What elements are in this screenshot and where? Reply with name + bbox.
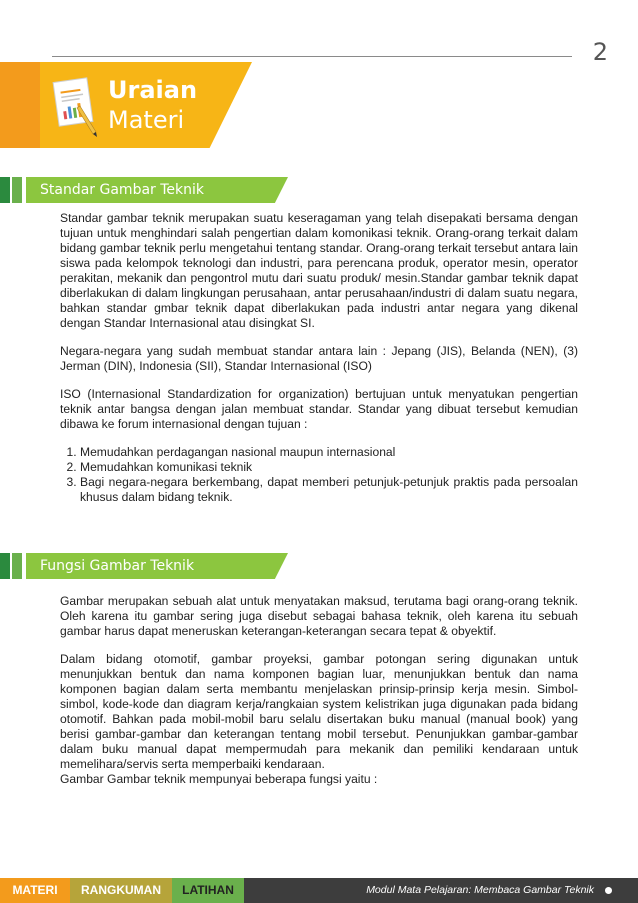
section-stripe	[0, 177, 10, 203]
header-title: Uraian	[108, 76, 198, 104]
paragraph: Gambar merupakan sebuah alat untuk menyatakan maksud, terutama bagi orang-orang teknik. Oleh karena itu gambar sering juga disebut sebagai bahasa teknik, oleh karena itu sebuah gambar harus dapat meneruskan keterangan-keterangan secara tepat & obyektif.	[60, 594, 578, 638]
top-divider	[52, 56, 572, 57]
paragraph: Gambar Gambar teknik mempunyai beberapa fungsi yaitu :	[60, 772, 378, 786]
paragraph: Dalam bidang otomotif, gambar proyeksi, gambar potongan sering digunakan untuk menunjukkan bentuk dan nama komponen bagian luar, menunjukkan bentuk dan nama komponen bagian dalam serta membantu menjelaskan prinsip-prinsip kerja mesin. Simbol-simbol, kode-kode dan diagram kerja/rangkaian system kelistrikan juga digunakan pada bidang otomotif. Bahkan pada mobil-mobil baru selalu disertakan buku manual (manual book) yang berisi gambar-gambar dan keterangan tentang mobil tersebut. Penunjukkan gambar-gambar dalam buku manual dapat mempermudah para mekanik dan pemiliki kendaraan untuk memelihara/servis serta memperbaiki kendaraan.	[60, 652, 578, 771]
paragraph: Negara-negara yang sudah membuat standar antara lain : Jepang (JIS), Belanda (NEN), (3) Jerman (DIN), Indonesia (SII), Standar Internasional (ISO)	[60, 344, 578, 373]
section-body-standar	[60, 211, 578, 505]
bullet-dot-icon	[605, 887, 612, 894]
section-header-standar	[0, 177, 290, 203]
module-title: Modul Mata Pelajaran: Membaca Gambar Teknik	[366, 884, 594, 896]
header-subtitle: Materi	[108, 106, 185, 134]
section-stripe	[12, 553, 22, 579]
tab-materi[interactable]: MATERI	[0, 878, 70, 903]
list-item: 1. Memudahkan perdagangan nasional maupun internasional	[80, 445, 578, 460]
section-stripe	[0, 553, 10, 579]
paragraph: ISO (Internasional Standardization for organization) bertujuan untuk menyatukan pengertian teknik antar bangsa dengan jalan membuat standar. Standar yang dibuat tersebut kemudian dibawa ke forum internasional dengan tujuan :	[60, 387, 578, 431]
footer-nav	[0, 878, 638, 903]
section-title: Standar Gambar Teknik	[40, 182, 205, 198]
header-banner-accent	[0, 62, 40, 148]
section-stripe	[12, 177, 22, 203]
document-chart-icon	[50, 76, 102, 142]
list-item: 3. Bagi negara-negara berkembang, dapat memberi petunjuk-petunjuk praktis pada persoalan khusus dalam bidang teknik.	[80, 475, 578, 505]
objectives-list	[60, 445, 578, 505]
list-item: 2. Memudahkan komunikasi teknik	[80, 460, 578, 475]
paragraph: Standar gambar teknik merupakan suatu keseragaman yang telah disepakati bersama dengan tujuan untuk menghindari salah pengertian dalam komonikasi teknik. Orang-orang terkait dalam bidang gambar teknik perlu mengetahui tentang standar. Orang-orang terkait tersebut antara lain siswa pada kelompok teknologi dan industri, para perencana produk, operator mesin, operator perakitan, mekanik dan pengontrol mutu dari suatu produk/ mesin.Standar gambar teknik dapat diberlakukan di dalam lingkungan perusahaan, antar perusahaan/industri di dalam suatu negara, bahkan standar gmbar teknik dapat diberlakukan pada industri antar negara yang dikenal dengan Standar Internasional atau disingkat SI.	[60, 211, 578, 330]
page-number: 2	[592, 38, 608, 66]
tab-rangkuman[interactable]: RANGKUMAN	[70, 878, 172, 903]
section-body-fungsi	[60, 594, 578, 800]
tab-latihan[interactable]: LATIHAN	[172, 878, 244, 903]
section-title: Fungsi Gambar Teknik	[40, 558, 195, 574]
section-header-fungsi	[0, 553, 290, 579]
